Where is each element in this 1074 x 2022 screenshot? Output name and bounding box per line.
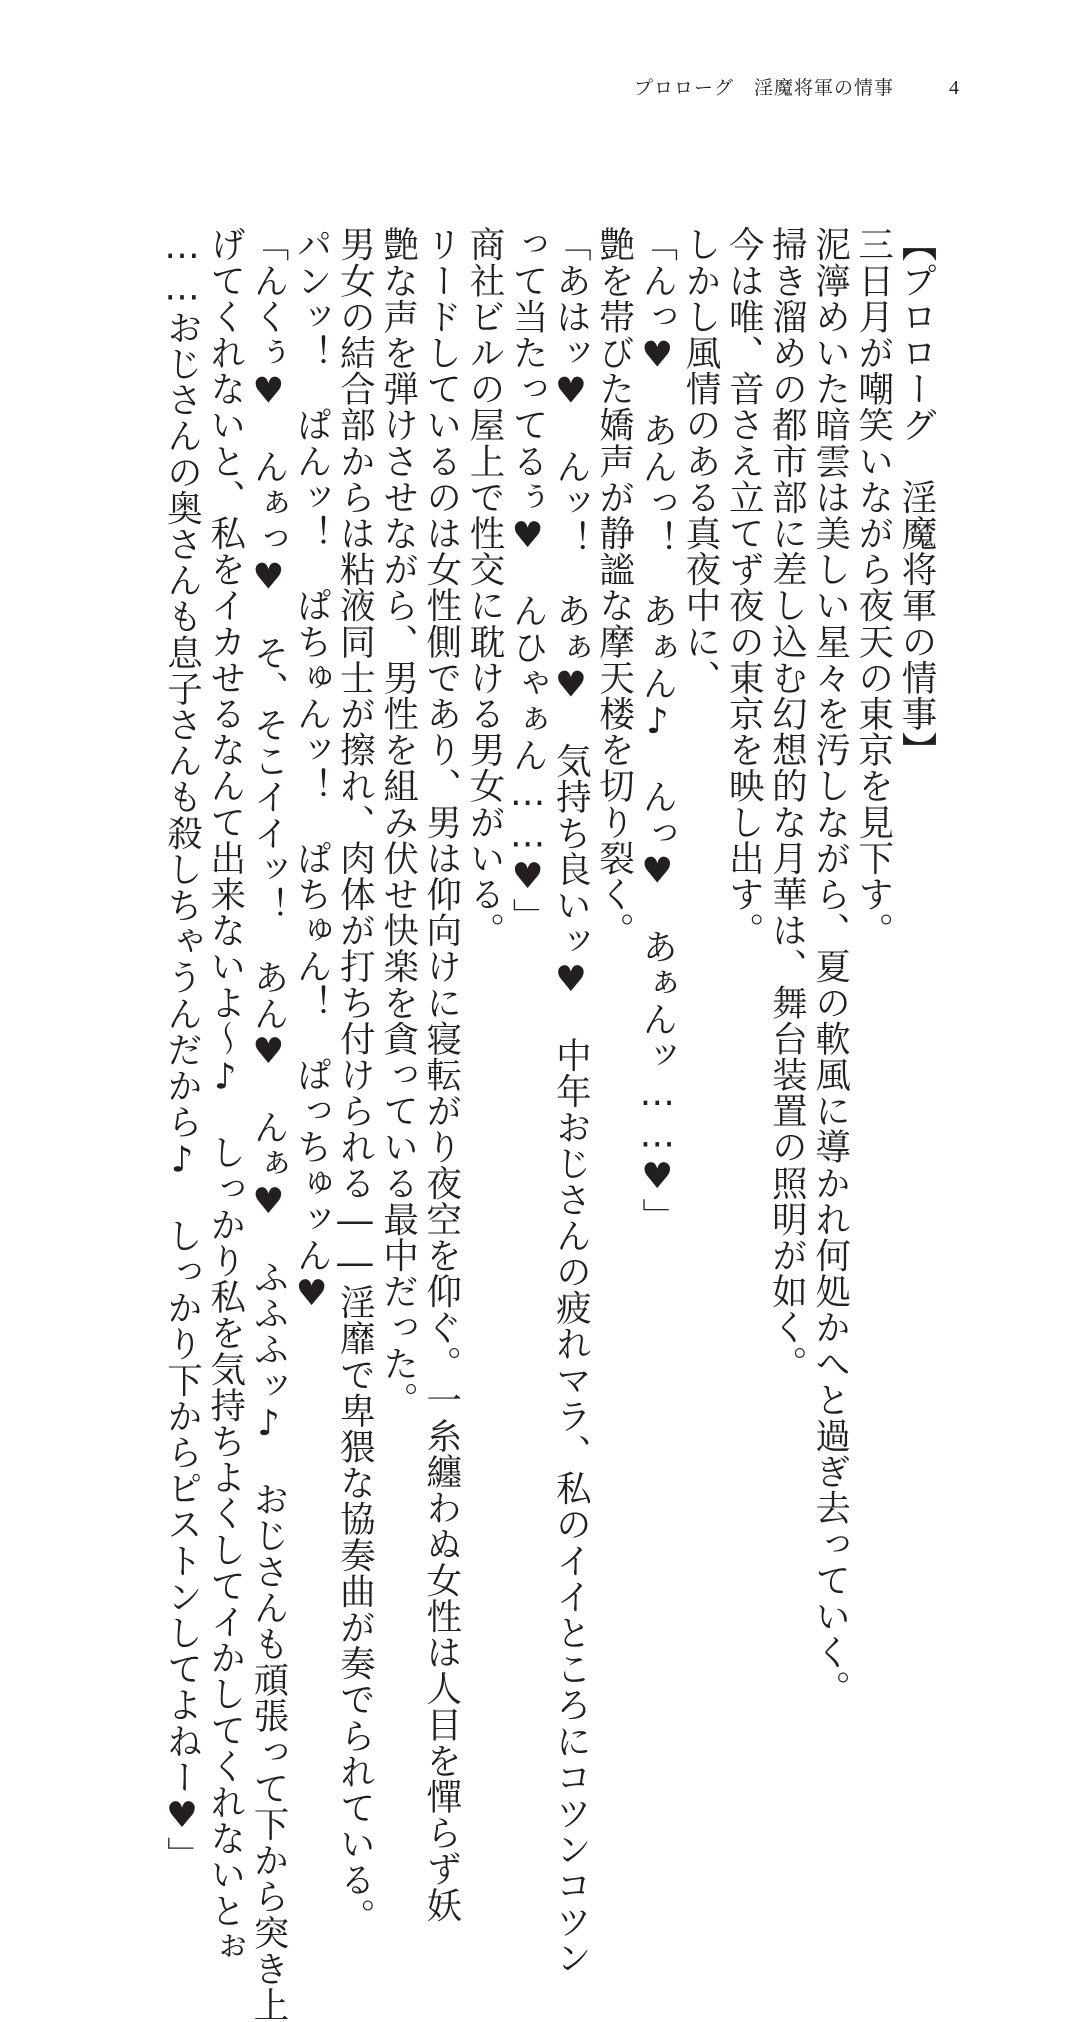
text-line: 掃き溜めの都市部に差し込む幻想的な月華は、舞台装置の照明が如く。	[766, 226, 808, 1382]
text-line: 三日月が嘲笑いながら夜天の東京を見下す。	[852, 226, 894, 948]
dialogue-line: げてくれないと、私をイカせるなんて出来ないよ～♪ しっかり私を気持ちよくしてイかしてくれないとぉ	[204, 226, 246, 1965]
section-heading: 【プロローグ 淫魔将軍の情事】	[896, 226, 937, 768]
text-line: 艶な声を弾けさせながら、男性を組み伏せ快楽を貪っている最中だった。	[377, 226, 419, 1418]
text-line: 今は唯、音さえ立てず夜の東京を映し出す。	[723, 226, 765, 948]
text-line: 泥濘めいた暗雲は美しい星々を汚しながら、夏の軟風に導かれ何処かへと過ぎ去っていく。	[809, 226, 851, 1707]
dialogue-line: 「あはッ♥ んッ！ あぁ♥ 気持ち良いッ♥ 中年おじさんの疲れマラ、私のイイところにコツンコツン	[550, 226, 592, 1976]
dialogue-line: 「んくぅ♥ んぁっ♥ そ、そこイイッ！ あん♥ んぁ♥ ふふふッ♪ おじさんも頑張って下から突き上	[247, 226, 289, 2022]
text-line: パンッ！ ぱんッ！ ぱちゅんッ！ ぱちゅん！ ぱっちゅッん♥	[291, 226, 333, 1315]
dialogue-line: 「んっ♥ あんっ！ あぁん♪ んっ♥ あぁんッ……♥」	[636, 226, 678, 1234]
dialogue-line: ……おじさんの奥さんも息子さんも殺しちゃうんだから♪ しっかり下からピストンしてよねー♥」	[161, 226, 203, 1873]
text-line: 男女の結合部からは粘液同士が擦れ、肉体が打ち付けられる――淫靡で卑猥な協奏曲が奏でられている。	[334, 226, 376, 1934]
chapter-title: プロローグ 淫魔将軍の情事	[633, 77, 894, 99]
text-line: しかし風情のある真夜中に、	[679, 226, 721, 696]
dialogue-line: って当たってるぅ♥ んひゃぁん……♥」	[507, 226, 549, 934]
vertical-text-body	[160, 226, 938, 2022]
text-line: 商社ビルの屋上で性交に耽ける男女がいる。	[463, 226, 505, 948]
text-line: 艶を帯びた嬌声が静謐な摩天楼を切り裂く。	[593, 226, 635, 948]
text-line: リードしているのは女性側であり、男は仰向けに寝転がり夜空を仰ぐ。一糸纏わぬ女性は人目を憚らず妖	[420, 226, 462, 1923]
page-number: 4	[949, 77, 960, 99]
running-header	[0, 72, 1074, 104]
